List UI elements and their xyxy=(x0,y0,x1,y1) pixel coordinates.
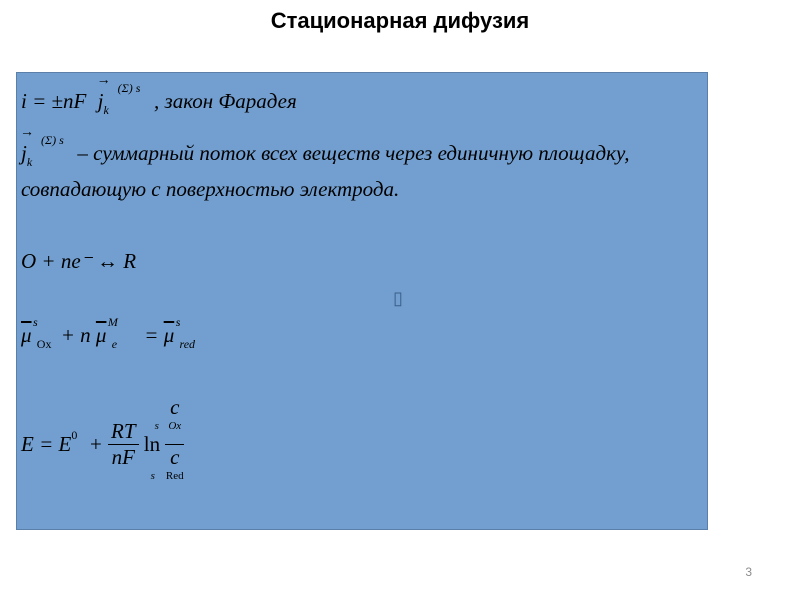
faraday-lhs: i = ±nF xyxy=(21,89,87,113)
mu-e: $\overline{\mu}$ M $_e$ xyxy=(95,315,118,351)
page-number: 3 xyxy=(745,565,752,579)
chem-potential-equation: $\overline{\mu}$ s $_{Ox}$ + n $\overline{\mu}$ M $_e = \overline{\mu}$ s $_{red}$ xyxy=(21,315,196,351)
flux-symbol: → $j_k$ (Σ) s xyxy=(96,73,141,117)
missing-glyph-icon: ▯ xyxy=(393,288,403,308)
flux-definition-line-2: совпадающую с поверхностью электрода. xyxy=(21,177,400,201)
concentration-ratio: c Ox s c Red s xyxy=(150,395,184,482)
mu-red: $\overline{\mu}$ s $_{red}$ xyxy=(163,315,196,351)
nernst-equation: $E = E^0$ + $\frac{RT}{nF}$ ln c Ox s c Red s xyxy=(21,395,184,494)
flux-definition-text: – суммарный поток всех веществ через единичную площадку, xyxy=(77,141,630,165)
faraday-law-line xyxy=(21,73,297,117)
vector-arrow-icon: → xyxy=(96,73,111,88)
faraday-label: , закон Фарадея xyxy=(154,89,297,113)
flux-symbol-2: → $j_k$ (Σ) s xyxy=(20,125,64,169)
mu-ox: $\overline{\mu}$ s $_{Ox}$ xyxy=(21,315,52,351)
page-title: Стационарная дифузия xyxy=(270,8,530,33)
vector-arrow-icon: → xyxy=(20,125,34,140)
redox-equation: O + ne⁻ ↔ R xyxy=(21,249,137,273)
rt-over-nf: $\frac{RT}{nF}$ xyxy=(108,419,139,470)
content-panel xyxy=(16,72,708,530)
flux-definition-line xyxy=(20,125,630,169)
